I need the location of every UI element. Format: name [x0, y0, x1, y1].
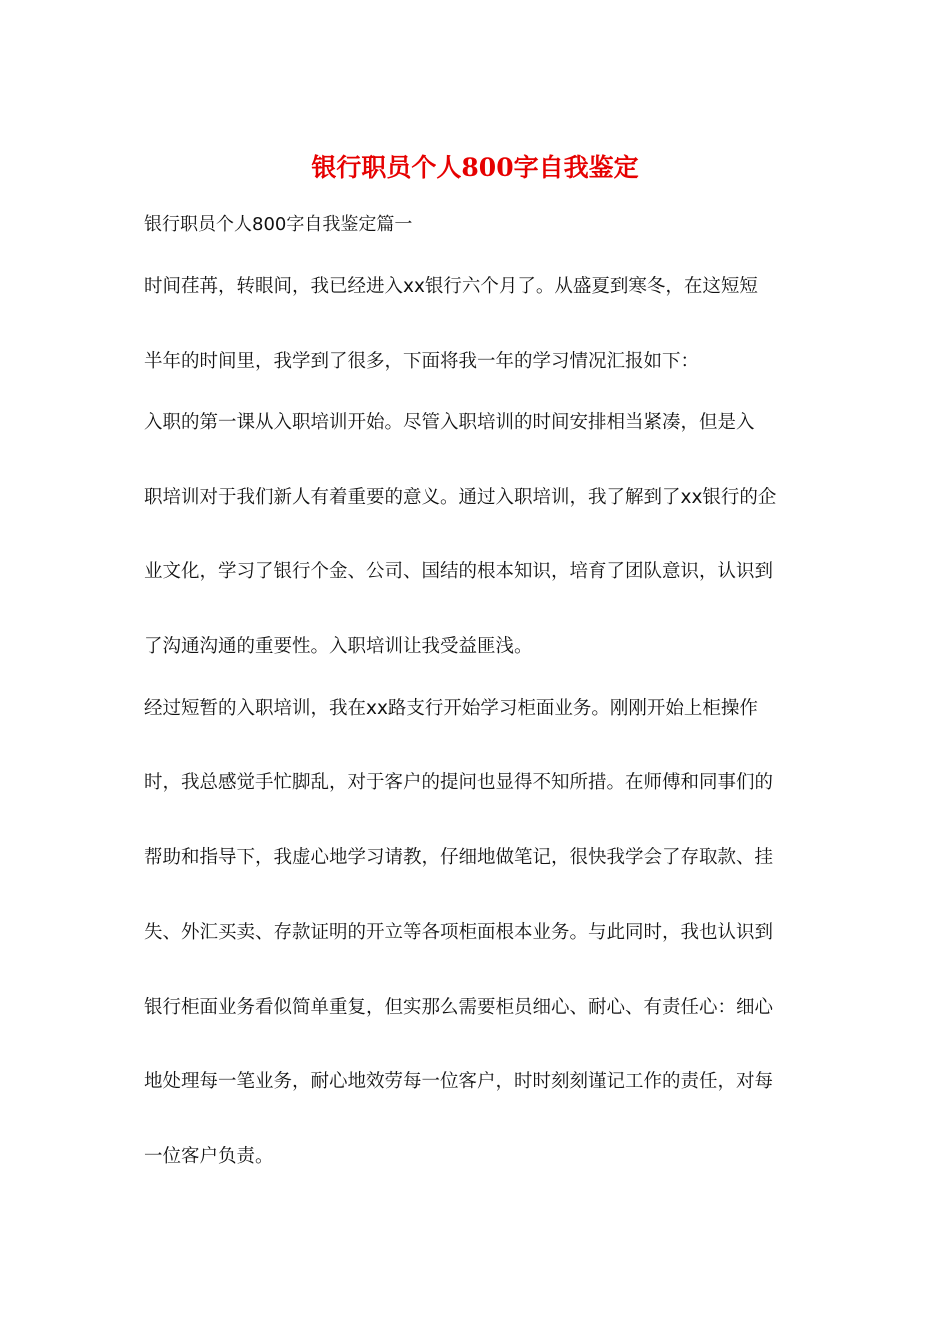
paragraph-line: 业文化，学习了银行个金、公司、国结的根本知识，培育了团队意识，认识到	[144, 561, 774, 582]
section-heading: 银行职员个人800字自我鉴定篇一	[144, 214, 413, 235]
paragraph-line: 帮助和指导下，我虚心地学习请教，仔细地做笔记，很快我学会了存取款、挂	[144, 847, 774, 868]
paragraph-line: 半年的时间里，我学到了很多，下面将我一年的学习情况汇报如下：	[144, 351, 700, 372]
document-title: 银行职员个人800字自我鉴定	[311, 153, 639, 182]
paragraph-line: 了沟通沟通的重要性。入职培训让我受益匪浅。	[144, 636, 533, 657]
paragraph-line: 时，我总感觉手忙脚乱，对于客户的提问也显得不知所措。在师傅和同事们的	[144, 772, 774, 793]
paragraph-line: 经过短暂的入职培训，我在xx路支行开始学习柜面业务。刚刚开始上柜操作	[144, 698, 758, 719]
paragraph-line: 入职的第一课从入职培训开始。尽管入职培训的时间安排相当紧凑，但是入	[144, 412, 755, 433]
paragraph-line: 职培训对于我们新人有着重要的意义。通过入职培训，我了解到了xx银行的企	[144, 487, 777, 508]
paragraph-line: 失、外汇买卖、存款证明的开立等各项柜面根本业务。与此同时，我也认识到	[144, 922, 774, 943]
paragraph-line: 时间荏苒，转眼间，我已经进入xx银行六个月了。从盛夏到寒冬，在这短短	[144, 276, 758, 297]
paragraph-line: 一位客户负责。	[144, 1146, 274, 1167]
paragraph-line: 地处理每一笔业务，耐心地效劳每一位客户，时时刻刻谨记工作的责任，对每	[144, 1071, 774, 1092]
paragraph-line: 银行柜面业务看似简单重复，但实那么需要柜员细心、耐心、有责任心：细心	[144, 997, 774, 1018]
